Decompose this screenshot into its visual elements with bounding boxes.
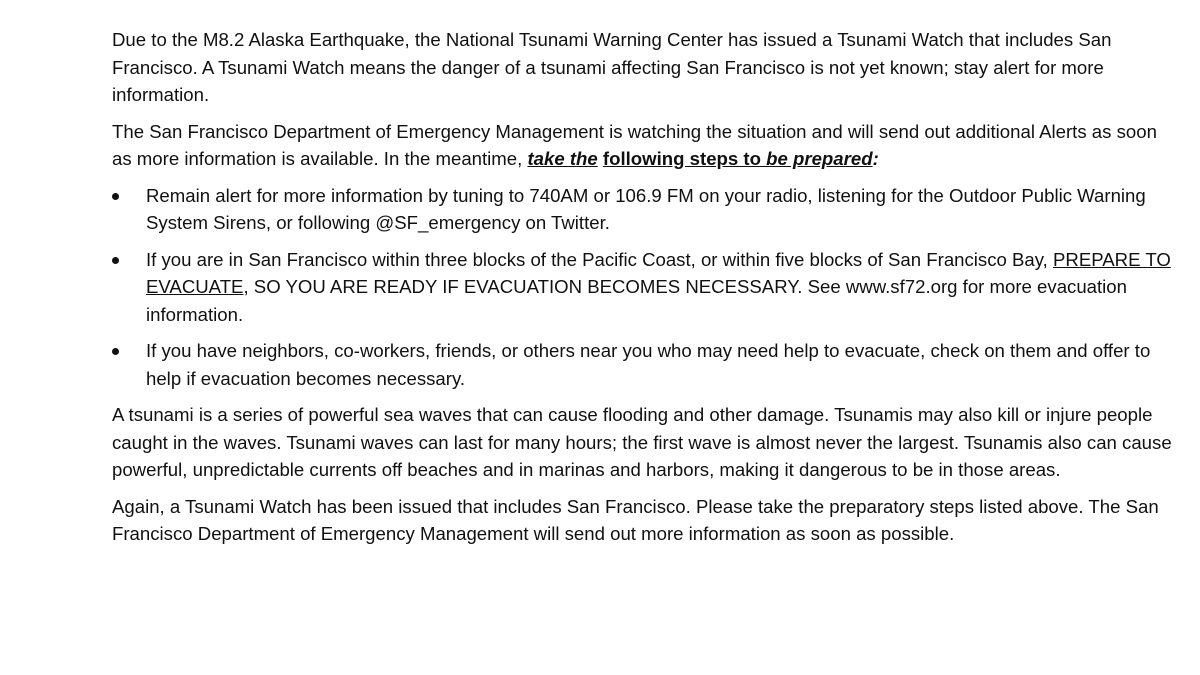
list-item (112, 182, 1172, 237)
dem-paragraph (112, 118, 1172, 173)
closing-paragraph: Again, a Tsunami Watch has been issued that includes San Francisco. Please take the preparatory steps listed above. The San Francisco Department of Emergency Management will send out more information as soon as possible. (112, 495, 1159, 544)
bullet-dot-icon (112, 348, 119, 355)
list-item (112, 246, 1172, 329)
prepare-to-evacuate-text: PREPARE TO EVACUATE (146, 248, 1171, 297)
emphasis-take-the: take the (527, 148, 598, 169)
tsunami-info-paragraph: A tsunami is a series of powerful sea waves that can cause flooding and other damage. Tsunamis may also kill or injure people caught in the waves. Tsunami waves can last for many hours; the first wave is almost never the largest. Tsunamis also can cause powerful, unpredictable currents off beaches and in marinas and harbors, making it dangerous to be in those areas. (112, 404, 1172, 480)
alert-document (112, 26, 1172, 557)
list-item-text: If you have neighbors, co-workers, friends, or others near you who may need help to evacuate, check on them and offer to help if evacuation becomes necessary. (146, 340, 1151, 389)
list-item (112, 337, 1172, 392)
steps-list (112, 182, 1172, 393)
intro-paragraph: Due to the M8.2 Alaska Earthquake, the National Tsunami Warning Center has issued a Tsunami Watch that includes San Francisco. A Tsunami Watch means the danger of a tsunami affecting San Francisco is not yet known; stay alert for more information. (112, 29, 1112, 105)
emphasis-following-steps: following steps to (602, 148, 761, 169)
list-item-text-before: If you are in San Francisco within three blocks of the Pacific Coast, or within five blocks of San Francisco Bay, (146, 248, 1054, 270)
list-item-text-after: , SO YOU ARE READY IF EVACUATION BECOMES NECESSARY. See www.sf72.org for more evacuation information. (146, 276, 1127, 325)
bullet-dot-icon (112, 257, 119, 264)
emphasis-colon: : (872, 148, 879, 169)
emphasis-be-prepared: be prepared (760, 148, 873, 169)
dem-paragraph-text: The San Francisco Department of Emergency Management is watching the situation and will send out additional Alerts as soon as more information is available. In the meantime, (112, 120, 1157, 169)
bullet-dot-icon (112, 193, 119, 200)
list-item-text: Remain alert for more information by tuning to 740AM or 106.9 FM on your radio, listening for the Outdoor Public Warning System Sirens, or following @SF_emergency on Twitter. (146, 184, 1146, 233)
